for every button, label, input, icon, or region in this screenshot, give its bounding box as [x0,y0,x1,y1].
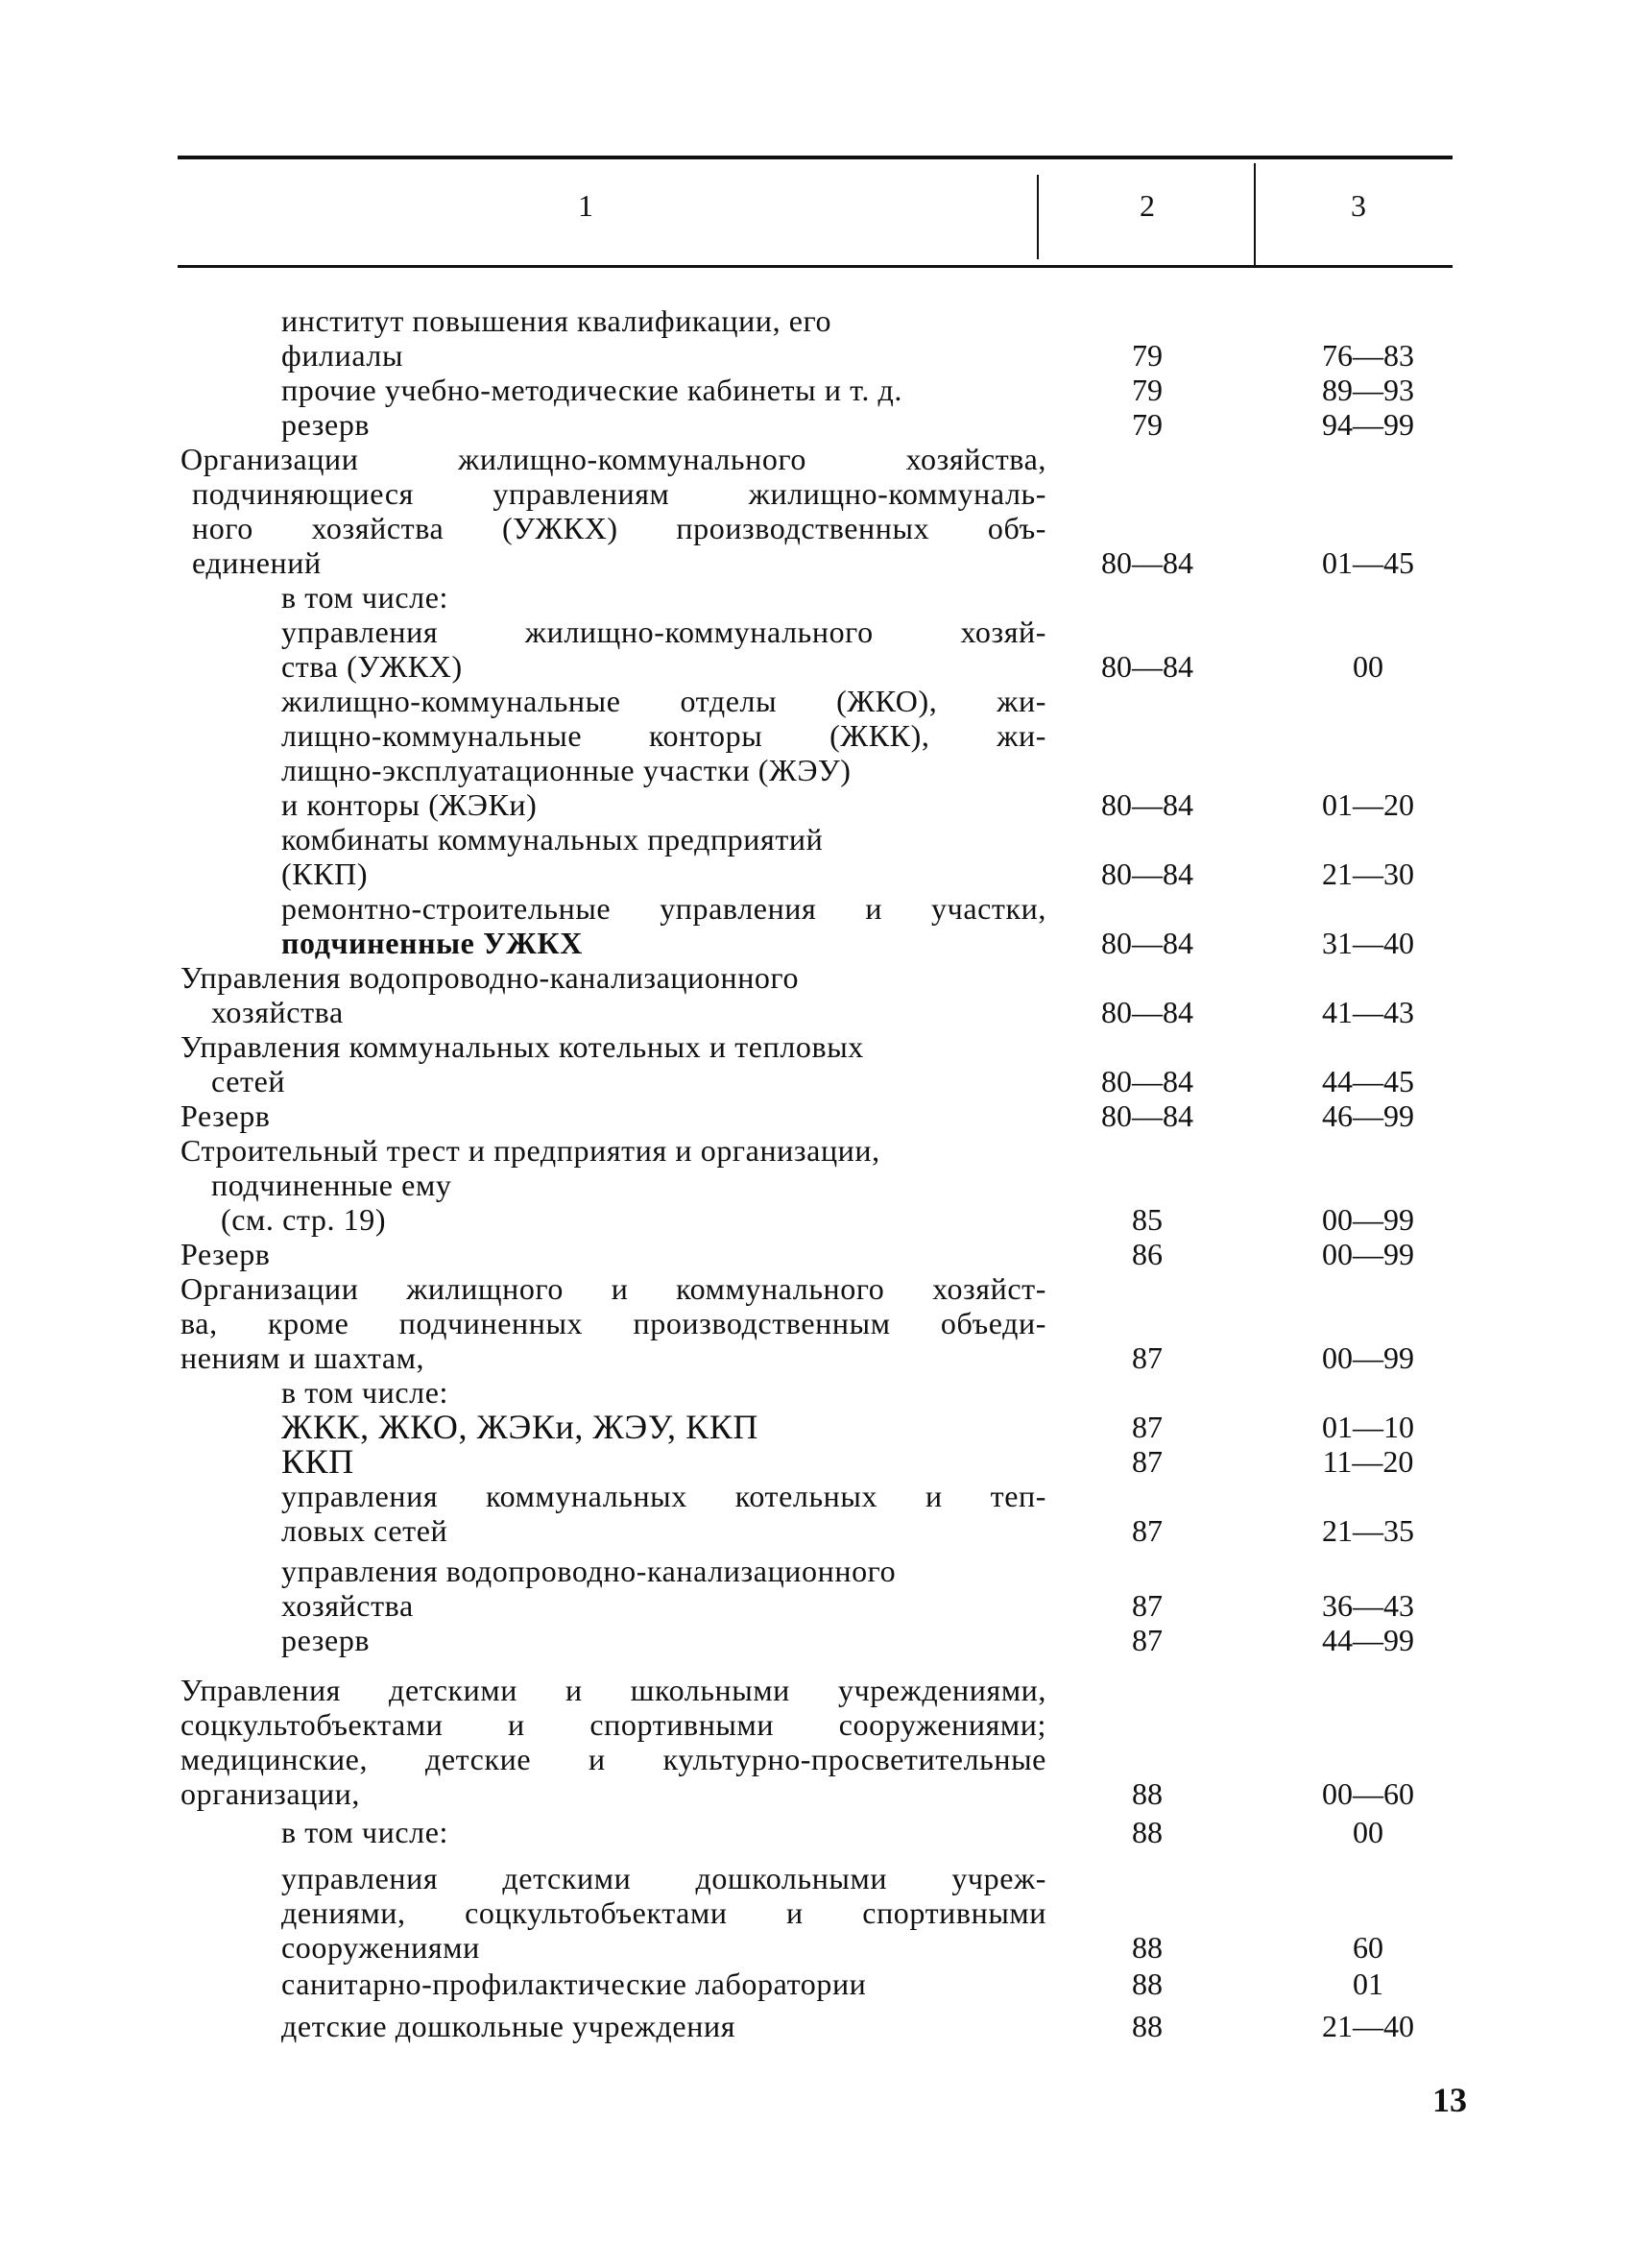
row-text-line: Организации жилищного и коммунального хозяйст- [180,1271,1046,1306]
row-text-line: в том числе: [281,1815,448,1849]
row-text-line: Организации жилищно-коммунального хозяйства, [180,442,1046,476]
code-column-2: 80—84 [1101,857,1193,891]
code-column-3: 36—43 [1322,1588,1414,1623]
code-column-2: 80—84 [1101,995,1193,1029]
row-text-line: соцкультобъектами и спортивными сооружениями; [180,1707,1046,1742]
code-column-2: 87 [1132,1410,1163,1444]
code-column-2: 87 [1132,1623,1163,1657]
row-text-line: Управления коммунальных котельных и тепловых [180,1029,864,1064]
code-column-2: 87 [1132,1444,1163,1479]
row-text-line: управления жилищно-коммунального хозяй- [281,615,1046,649]
row-text-line: ловых сетей [281,1513,448,1548]
row-text-line: (ККП) [281,857,369,891]
row-text-line: детские дошкольные учреждения [281,2009,736,2043]
header-col-1: 1 [578,188,593,223]
row-text-line: ного хозяйства (УЖКХ) производственных объ- [192,511,1046,545]
code-column-3: 94—99 [1322,407,1414,442]
row-text-line: сооружениями [281,1930,480,1965]
row-text-line: дениями, соцкультобъектами и спортивными [281,1895,1046,1930]
row-text-line: управления водопроводно-канализационного [281,1554,897,1588]
row-text-line: подчиненные ему [211,1168,452,1202]
code-column-3: 01—10 [1322,1410,1414,1444]
code-column-2: 80—84 [1101,545,1193,580]
code-column-2: 79 [1132,373,1163,407]
page-number: 13 [1432,2081,1467,2119]
row-text-line: медицинские, детские и культурно-просветительные [180,1742,1046,1776]
code-column-3: 44—99 [1322,1623,1414,1657]
code-column-3: 11—20 [1322,1444,1414,1479]
row-text-line: лищно-эксплуатационные участки (ЖЭУ) [281,753,852,787]
code-column-3: 00—60 [1322,1776,1414,1811]
code-column-3: 00—99 [1322,1340,1414,1375]
code-column-3: 21—40 [1322,2009,1414,2043]
row-text-line: сетей [211,1064,286,1098]
code-column-3: 76—83 [1322,338,1414,373]
code-column-2: 80—84 [1101,649,1193,684]
code-column-3: 89—93 [1322,373,1414,407]
row-text-line: Резерв [180,1237,271,1271]
column-divider-1 [1037,175,1039,259]
code-column-3: 01—20 [1322,787,1414,822]
row-text-line: в том числе: [281,580,448,615]
code-column-3: 00—99 [1322,1237,1414,1271]
code-column-3: 31—40 [1322,926,1414,960]
code-column-2: 87 [1132,1588,1163,1623]
row-text-line: лищно-коммунальные конторы (ЖКК), жи- [281,718,1046,753]
row-text-line: подчиняющиеся управлениям жилищно-коммуналь- [192,476,1046,511]
code-column-2: 85 [1132,1202,1163,1237]
code-column-2: 80—84 [1101,926,1193,960]
code-column-3: 21—30 [1322,857,1414,891]
row-text-line: нениям и шахтам, [180,1340,425,1375]
row-text-line: управления коммунальных котельных и теп- [281,1479,1046,1513]
table-header-rule [178,265,1453,268]
code-column-3: 01—45 [1322,545,1414,580]
column-divider-2 [1254,163,1256,265]
code-column-2: 79 [1132,407,1163,442]
code-column-2: 87 [1132,1340,1163,1375]
row-text-line: управления детскими дошкольными учреж- [281,1861,1046,1895]
row-text-line: единений [192,545,322,580]
code-column-3: 00 [1353,1815,1383,1849]
code-column-2: 88 [1132,1966,1163,2001]
row-text-line: Резерв [180,1098,271,1133]
code-column-3: 21—35 [1322,1513,1414,1548]
row-text-line: в том числе: [281,1375,448,1410]
row-text-line: (см. стр. 19) [221,1202,387,1237]
row-text-line: и конторы (ЖЭКи) [281,787,538,822]
table-top-rule [178,156,1453,159]
code-column-2: 86 [1132,1237,1163,1271]
code-column-2: 80—84 [1101,1098,1193,1133]
code-column-2: 88 [1132,2009,1163,2043]
row-text-line: резерв [281,407,371,442]
row-text-line: ва, кроме подчиненных производственным объеди- [180,1306,1046,1340]
code-column-2: 80—84 [1101,1064,1193,1098]
code-column-2: 88 [1132,1815,1163,1849]
code-column-3: 44—45 [1322,1064,1414,1098]
header-col-3: 3 [1351,188,1366,223]
row-text-line: институт повышения квалификации, его [281,303,832,338]
row-text-line: прочие учебно-методические кабинеты и т. д. [281,373,903,407]
code-column-3: 01 [1353,1966,1383,2001]
code-column-2: 88 [1132,1930,1163,1965]
row-text-line: ЖКК, ЖКО, ЖЭКи, ЖЭУ, ККП [281,1408,759,1446]
row-text-line: подчиненные УЖКХ [281,926,583,960]
row-text-line: комбинаты коммунальных предприятий [281,822,824,857]
header-col-2: 2 [1140,188,1155,223]
row-text-line: хозяйства [281,1588,414,1623]
code-column-2: 88 [1132,1776,1163,1811]
row-text-line: организации, [180,1776,360,1811]
code-column-3: 00 [1353,649,1383,684]
row-text-line: Управления водопроводно-канализационного [180,960,800,995]
code-column-3: 46—99 [1322,1098,1414,1133]
code-column-2: 79 [1132,338,1163,373]
row-text-line: ства (УЖКХ) [281,649,463,684]
code-column-3: 00—99 [1322,1202,1414,1237]
row-text-line: Управления детскими и школьными учреждениями, [180,1673,1046,1707]
row-text-line: филиалы [281,338,404,373]
row-text-line: ККП [281,1442,354,1481]
code-column-2: 80—84 [1101,787,1193,822]
row-text-line: хозяйства [211,995,344,1029]
row-text-line: жилищно-коммунальные отделы (ЖКО), жи- [281,684,1046,718]
code-column-3: 60 [1353,1930,1383,1965]
row-text-line: санитарно-профилактические лаборатории [281,1966,867,2001]
row-text-line: резерв [281,1623,371,1657]
row-text-line: ремонтно-строительные управления и участки, [281,891,1046,926]
code-column-2: 87 [1132,1513,1163,1548]
row-text-line: Строительный трест и предприятия и организации, [180,1133,880,1168]
code-column-3: 41—43 [1322,995,1414,1029]
